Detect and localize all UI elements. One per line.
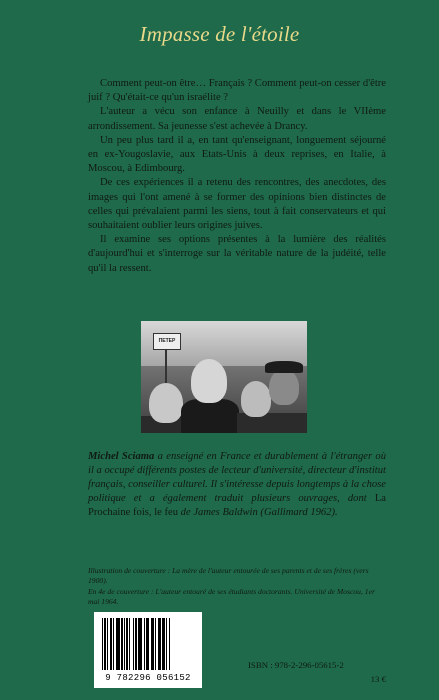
photo-figure [237, 413, 307, 433]
author-name: Michel Sciama [88, 451, 155, 462]
barcode-space [169, 618, 170, 670]
cover-photo [141, 321, 307, 433]
blurb-paragraph: De ces expériences il a retenu des rencontres, des anecdotes, des images qui l'ont amené à se former des opinions bien distinctes de celles qui prévalaient parmi les siens, tout à fait conservateurs et qui souhaitaient oublier leurs origines juives. [88, 177, 386, 232]
author-work-title: le feu [154, 507, 179, 519]
barcode-bars [102, 618, 194, 670]
photo-face [269, 369, 299, 405]
blurb-paragraph: L'auteur a vécu son enfance à Neuilly et dans le VIIème arrondissement. Sa jeunesse s'est achevée à Drancy. [88, 106, 386, 132]
isbn: ISBN : 978-2-296-05615-2 [248, 660, 344, 670]
blurb-paragraph: Comment peut-on être… Français ? Comment peut-on cesser d'être juif ? Qu'était-ce qu'un israélite ? [88, 78, 386, 104]
barcode [94, 612, 202, 688]
blurb-paragraph: Il examine ses options présentes à la lumière des réalités d'aujourd'hui et s'interroge sur la véritable nature de la judéité, telle qu'il la ressent. [88, 234, 386, 274]
photo-face [149, 383, 183, 423]
photo-face [191, 359, 227, 403]
barcode-number: 9 782296 056152 [105, 673, 191, 683]
book-title: Impasse de l'étoile [139, 22, 300, 46]
blurb [88, 77, 386, 276]
author-bio [88, 450, 386, 520]
photo-sign: ПЕТЕР [153, 333, 181, 350]
author-bio-end: de James Baldwin (Gallimard 1962). [178, 507, 338, 519]
image-credits [88, 566, 386, 608]
author-bio-separator: , [148, 507, 155, 519]
photo-figure [181, 399, 239, 433]
author-bio-text: a enseigné en France et durablement à l'étranger où il a occupé différents postes de lecteur d'université, directeur d'institut français, conseiller culturel. Il s'intéresse depuis longtemps à la chose politique et a également traduit plusieurs ouvrages, dont [88, 451, 387, 505]
credit-line: Illustration de couverture : La mère de l'auteur entourée de ses parents et de ses frères (vers 1900). [88, 566, 369, 586]
blurb-paragraph: Un peu plus tard il a, en tant qu'enseignant, longuement séjourné en ex-Yougoslavie, aux Etats-Unis à deux reprises, en Italie, à Moscou, à Edimbourg. [88, 134, 386, 175]
author-work-title: La Prochaine fois [88, 493, 386, 519]
credit-line: En 4e de couverture : L'auteur entouré de ses étudiants doctorants. Université de Moscou, 1er mai 1964. [88, 586, 375, 607]
photo-face [241, 381, 271, 417]
price: 13 € [370, 674, 386, 684]
photo-hat [265, 361, 303, 373]
